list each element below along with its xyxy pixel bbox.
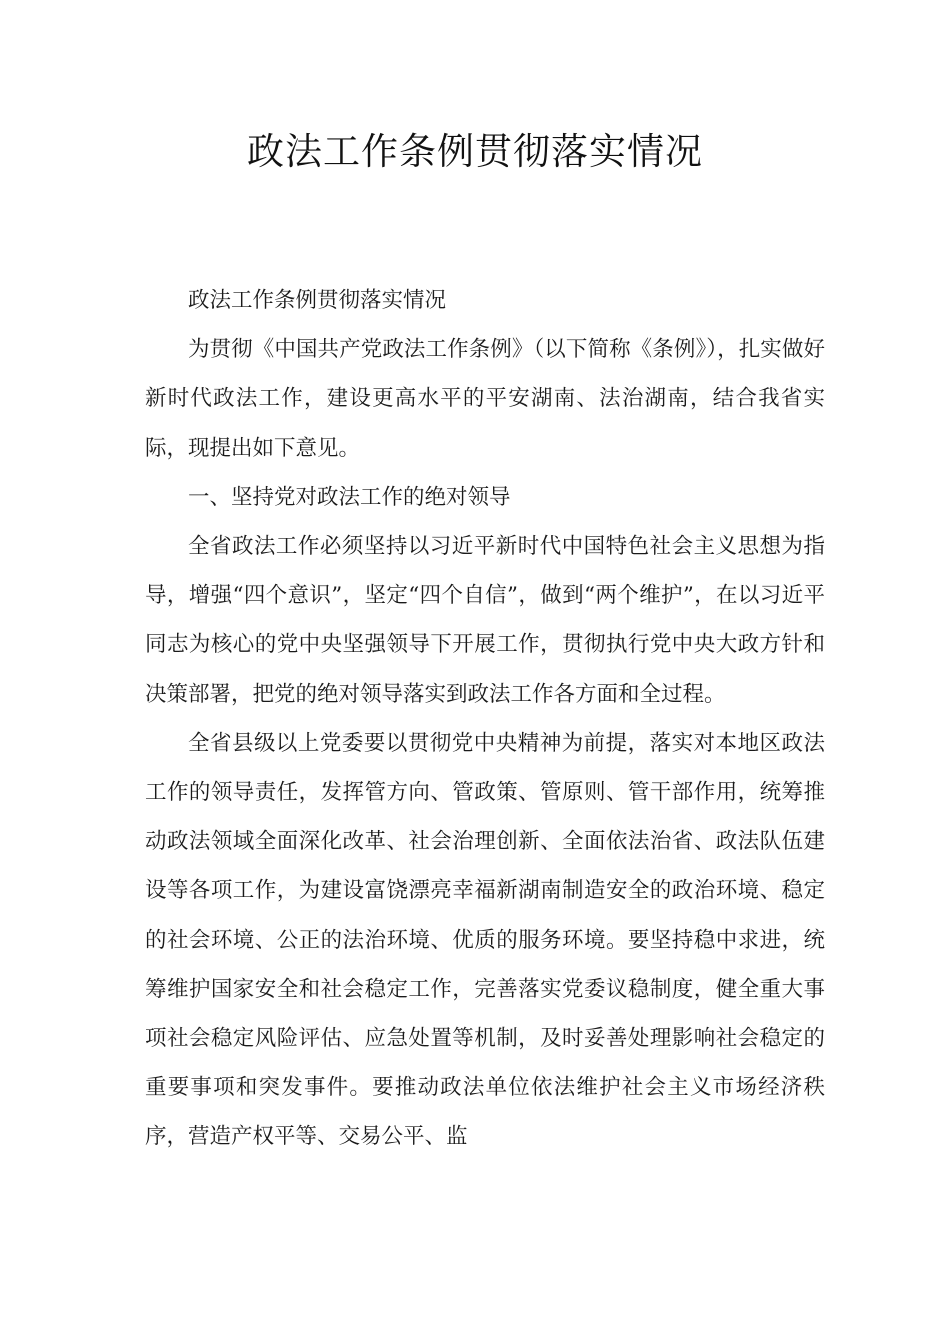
document-title: 政法工作条例贯彻落实情况: [247, 130, 703, 173]
section-heading-1: 一、坚持党对政法工作的绝对领导: [188, 484, 511, 510]
document-body: [145, 276, 825, 1162]
paragraph-intro: 为贯彻《中国共产党政法工作条例》（以下简称《条例》），扎实做好新时代政法工作，建设更高水平的平安湖南、法治湖南，结合我省实际，现提出如下意见。: [145, 337, 825, 461]
paragraph-1: 全省政法工作必须坚持以习近平新时代中国特色社会主义思想为指导，增强“四个意识”，坚定“四个自信”，做到“两个维护”，在以习近平同志为核心的党中央坚强领导下开展工作，贯彻执行党中央大政方针和决策部署，把党的绝对领导落实到政法工作各方面和全过程。: [145, 534, 825, 707]
paragraph-2: 全省县级以上党委要以贯彻党中央精神为前提，落实对本地区政法工作的领导责任，发挥管方向、管政策、管原则、管干部作用，统筹推动政法领域全面深化改革、社会治理创新、全面依法治省、政法队伍建设等各项工作，为建设富饶漂亮幸福新湖南制造安全的政治环境、稳定的社会环境、公正的法治环境、优质的服务环境。要坚持稳中求进，统筹维护国家安全和社会稳定工作，完善落实党委议稳制度，健全重大事项社会稳定风险评估、应急处置等机制，及时妥善处理影响社会稳定的重要事项和突发事件。要推动政法单位依法维护社会主义市场经济秩序，营造产权平等、交易公平、监: [145, 730, 825, 1150]
paragraph-heading-repeat: 政法工作条例贯彻落实情况: [188, 288, 447, 313]
